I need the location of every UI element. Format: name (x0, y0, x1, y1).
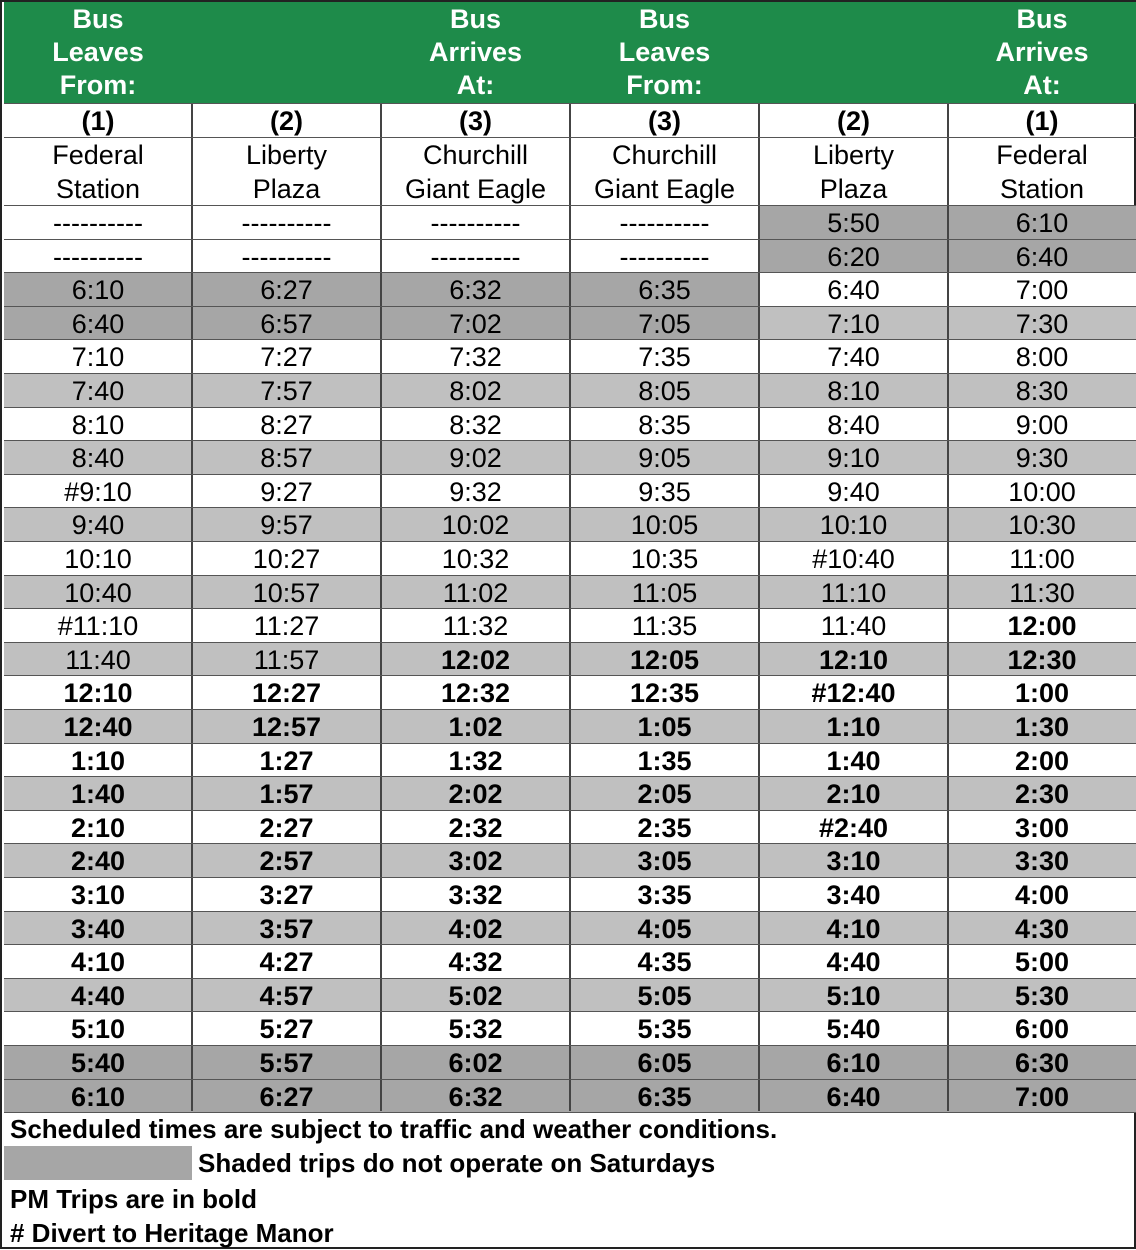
time-cell: 6:35 (570, 1080, 759, 1113)
time-cell: 3:35 (570, 878, 759, 912)
time-cell: 11:30 (948, 576, 1136, 609)
time-cell: 1:27 (192, 744, 381, 777)
time-cell: 6:32 (381, 273, 570, 307)
header-line: Leaves (618, 37, 711, 67)
time-cell: 6:40 (948, 240, 1136, 273)
header-cell (192, 2, 381, 103)
time-cell: 11:40 (759, 609, 948, 643)
time-cell: 9:40 (4, 508, 192, 542)
time-cell: 9:57 (192, 508, 381, 542)
time-cell: 9:05 (570, 441, 759, 475)
time-cell: 3:40 (4, 912, 192, 945)
time-cell: 10:02 (381, 508, 570, 542)
time-cell: 3:27 (192, 878, 381, 912)
header-cell (381, 2, 570, 103)
time-cell: 1:40 (4, 777, 192, 811)
stop-name-line: Giant Eagle (404, 173, 547, 204)
time-cell: 7:05 (570, 307, 759, 340)
time-cell: 8:00 (948, 340, 1136, 374)
time-cell: 4:57 (192, 979, 381, 1012)
stop-number-cell: (1) (1025, 105, 1059, 136)
row-divider (4, 373, 1136, 374)
time-cell: 10:00 (948, 475, 1136, 508)
stop-name-cell (381, 138, 570, 205)
time-cell: #12:40 (759, 676, 948, 710)
time-cell: ---------- (192, 240, 381, 273)
time-cell: 1:32 (381, 744, 570, 777)
row-divider (4, 137, 1136, 138)
time-cell: 12:10 (759, 643, 948, 676)
row-divider (4, 541, 1136, 542)
shade-legend-swatch (4, 1146, 192, 1180)
header-cell (570, 2, 759, 103)
time-cell: 6:32 (381, 1080, 570, 1113)
time-cell: 6:27 (192, 273, 381, 307)
time-cell: 1:57 (192, 777, 381, 811)
stop-number-cell: (2) (837, 105, 870, 136)
time-cell: 10:32 (381, 542, 570, 576)
time-cell: 4:27 (192, 945, 381, 979)
stop-name-line: Churchill (422, 139, 529, 170)
time-cell: 7:00 (948, 273, 1136, 307)
time-cell: 10:35 (570, 542, 759, 576)
time-cell: 3:00 (948, 811, 1136, 844)
time-cell: 5:00 (948, 945, 1136, 979)
header-line: Bus (72, 4, 124, 34)
time-cell: 11:57 (192, 643, 381, 676)
time-cell: 11:27 (192, 609, 381, 643)
time-cell: 2:10 (4, 811, 192, 844)
time-cell: 4:10 (759, 912, 948, 945)
header-cell (4, 2, 192, 103)
time-cell: 5:27 (192, 1012, 381, 1046)
time-cell: 5:50 (759, 206, 948, 240)
time-cell: 3:10 (4, 878, 192, 912)
stop-name-line: Liberty (245, 139, 328, 170)
time-cell: 7:02 (381, 307, 570, 340)
time-cell: 8:10 (759, 374, 948, 408)
time-cell: 8:02 (381, 374, 570, 408)
row-divider (4, 776, 1136, 777)
time-cell: 10:27 (192, 542, 381, 576)
time-cell: 6:05 (570, 1046, 759, 1080)
row-divider (4, 709, 1136, 710)
time-cell: 1:00 (948, 676, 1136, 710)
time-cell: 7:00 (948, 1080, 1136, 1113)
time-cell: 6:10 (759, 1046, 948, 1080)
time-cell: 6:10 (4, 1080, 192, 1113)
time-cell: 10:10 (4, 542, 192, 576)
time-cell: 12:10 (4, 676, 192, 710)
row-divider (4, 1079, 1136, 1080)
time-cell: 9:02 (381, 441, 570, 475)
time-cell: 9:32 (381, 475, 570, 508)
time-cell: 5:32 (381, 1012, 570, 1046)
row-divider (4, 810, 1136, 811)
row-divider (4, 205, 1136, 206)
row-divider (4, 339, 1136, 340)
note-pm-bold: PM Trips are in bold (10, 1184, 258, 1214)
time-cell: 2:57 (192, 844, 381, 878)
row-divider (4, 306, 1136, 307)
time-cell: 8:32 (381, 408, 570, 441)
time-cell: 6:27 (192, 1080, 381, 1113)
time-cell: 5:02 (381, 979, 570, 1012)
time-cell: 10:57 (192, 576, 381, 609)
time-cell: #11:10 (4, 609, 192, 643)
row-divider (4, 507, 1136, 508)
time-cell: 8:10 (4, 408, 192, 441)
time-cell: 12:05 (570, 643, 759, 676)
time-cell: #10:40 (759, 542, 948, 576)
time-cell: 5:05 (570, 979, 759, 1012)
time-cell: 7:40 (4, 374, 192, 408)
time-cell: 4:40 (759, 945, 948, 979)
time-cell: 6:10 (948, 206, 1136, 240)
time-cell: 1:05 (570, 710, 759, 744)
header-line: Leaves (52, 37, 144, 67)
time-cell: 6:20 (759, 240, 948, 273)
time-cell: 11:32 (381, 609, 570, 643)
stop-name-line: Station (999, 173, 1085, 204)
time-cell: 7:10 (4, 340, 192, 374)
time-cell: 8:27 (192, 408, 381, 441)
time-cell: 10:05 (570, 508, 759, 542)
time-cell: #9:10 (4, 475, 192, 508)
time-cell: 6:02 (381, 1046, 570, 1080)
time-cell: 4:40 (4, 979, 192, 1012)
time-cell: 12:27 (192, 676, 381, 710)
time-cell: 7:57 (192, 374, 381, 408)
stop-name-line: Federal (996, 139, 1088, 170)
header-line: At: (456, 70, 495, 100)
note-shaded: Shaded trips do not operate on Saturdays (198, 1148, 716, 1178)
time-cell: 6:10 (4, 273, 192, 307)
row-divider (4, 743, 1136, 744)
time-cell: 6:40 (759, 1080, 948, 1113)
time-cell: 1:02 (381, 710, 570, 744)
time-cell: 3:05 (570, 844, 759, 878)
stop-name-line: Liberty (812, 139, 895, 170)
time-cell: 3:30 (948, 844, 1136, 878)
time-cell: 9:00 (948, 408, 1136, 441)
time-cell: 4:35 (570, 945, 759, 979)
time-cell: ---------- (4, 206, 192, 240)
time-cell: 10:10 (759, 508, 948, 542)
row-divider (4, 103, 1136, 104)
time-cell: 1:10 (4, 744, 192, 777)
time-cell: 8:30 (948, 374, 1136, 408)
time-cell: 9:40 (759, 475, 948, 508)
row-divider (4, 843, 1136, 844)
time-cell: 11:02 (381, 576, 570, 609)
time-cell: 5:40 (759, 1012, 948, 1046)
header-line: Arrives (995, 37, 1089, 67)
time-cell: 12:30 (948, 643, 1136, 676)
header-line: Bus (638, 4, 690, 34)
time-cell: 7:40 (759, 340, 948, 374)
time-cell: 7:32 (381, 340, 570, 374)
time-cell: 1:10 (759, 710, 948, 744)
row-divider (4, 272, 1136, 273)
header-cell (948, 2, 1136, 103)
header-line: Bus (1016, 4, 1068, 34)
time-cell: 5:40 (4, 1046, 192, 1080)
time-cell: 6:57 (192, 307, 381, 340)
stop-name-line: Station (55, 173, 141, 204)
stop-name-line: Federal (52, 139, 144, 170)
time-cell: ---------- (192, 206, 381, 240)
row-divider (4, 911, 1136, 912)
time-cell: 2:32 (381, 811, 570, 844)
time-cell: 3:57 (192, 912, 381, 945)
time-cell: ---------- (381, 240, 570, 273)
stop-name-line: Churchill (611, 139, 718, 170)
time-cell: 2:40 (4, 844, 192, 878)
stop-name-line: Giant Eagle (593, 173, 736, 204)
time-cell: 4:00 (948, 878, 1136, 912)
time-cell: 11:10 (759, 576, 948, 609)
time-cell: 6:30 (948, 1046, 1136, 1080)
time-cell: 11:40 (4, 643, 192, 676)
header-line: At: (1023, 70, 1061, 100)
row-divider (4, 1011, 1136, 1012)
time-cell: #2:40 (759, 811, 948, 844)
stop-number-cell: (1) (81, 105, 115, 136)
time-cell: 4:02 (381, 912, 570, 945)
stop-number-cell: (2) (270, 105, 303, 136)
time-cell: 12:40 (4, 710, 192, 744)
note-conditions: Scheduled times are subject to traffic and weather conditions. (10, 1114, 778, 1144)
time-cell: 11:35 (570, 609, 759, 643)
header-line: From: (626, 70, 703, 100)
time-cell: 4:32 (381, 945, 570, 979)
time-cell: 3:32 (381, 878, 570, 912)
row-divider (4, 944, 1136, 945)
time-cell: 8:40 (4, 441, 192, 475)
time-cell: ---------- (4, 240, 192, 273)
stop-name-cell (4, 138, 192, 205)
time-cell: 7:30 (948, 307, 1136, 340)
stop-number-cell: (3) (648, 105, 681, 136)
time-cell: 3:40 (759, 878, 948, 912)
row-divider (4, 575, 1136, 576)
time-cell: 6:35 (570, 273, 759, 307)
time-cell: 1:40 (759, 744, 948, 777)
time-cell: 2:00 (948, 744, 1136, 777)
time-cell: 9:10 (759, 441, 948, 475)
row-divider (4, 877, 1136, 878)
time-cell: 11:05 (570, 576, 759, 609)
time-cell: 2:02 (381, 777, 570, 811)
time-cell: 8:57 (192, 441, 381, 475)
header-line: Arrives (428, 37, 523, 67)
time-cell: 7:35 (570, 340, 759, 374)
stop-name-cell (192, 138, 381, 205)
row-divider (4, 675, 1136, 676)
stop-name-line: Plaza (819, 173, 888, 204)
time-cell: 1:30 (948, 710, 1136, 744)
time-cell: 10:30 (948, 508, 1136, 542)
time-cell: 4:05 (570, 912, 759, 945)
stop-name-cell (948, 138, 1136, 205)
time-cell: 6:40 (4, 307, 192, 340)
header-line: From: (59, 70, 137, 100)
time-cell: 2:30 (948, 777, 1136, 811)
time-cell: 5:30 (948, 979, 1136, 1012)
header-line: Bus (449, 4, 501, 34)
stop-name-line: Plaza (252, 173, 321, 204)
header-row (4, 2, 1136, 103)
time-cell: 10:40 (4, 576, 192, 609)
row-divider (4, 978, 1136, 979)
time-cell: 4:30 (948, 912, 1136, 945)
time-cell: 9:27 (192, 475, 381, 508)
row-divider (4, 440, 1136, 441)
time-cell: 2:05 (570, 777, 759, 811)
time-cell: 7:27 (192, 340, 381, 374)
time-cell: ---------- (570, 240, 759, 273)
time-cell: 5:57 (192, 1046, 381, 1080)
time-cell: 8:35 (570, 408, 759, 441)
time-cell: 12:00 (948, 609, 1136, 643)
time-cell: 6:00 (948, 1012, 1136, 1046)
time-cell: 2:27 (192, 811, 381, 844)
time-cell: 8:05 (570, 374, 759, 408)
time-cell: ---------- (570, 206, 759, 240)
time-cell: 1:35 (570, 744, 759, 777)
time-cell: 9:35 (570, 475, 759, 508)
time-cell: 12:35 (570, 676, 759, 710)
time-cell: 4:10 (4, 945, 192, 979)
row-divider (4, 608, 1136, 609)
header-cell (759, 2, 948, 103)
stop-name-cell (759, 138, 948, 205)
time-cell: 5:10 (4, 1012, 192, 1046)
time-cell: 2:10 (759, 777, 948, 811)
time-cell: 7:10 (759, 307, 948, 340)
note-divert: # Divert to Heritage Manor (10, 1218, 334, 1248)
time-cell: 3:02 (381, 844, 570, 878)
time-cell: 9:30 (948, 441, 1136, 475)
time-cell: ---------- (381, 206, 570, 240)
stop-number-cell: (3) (459, 105, 492, 136)
row-divider (4, 474, 1136, 475)
time-cell: 2:35 (570, 811, 759, 844)
row-divider (4, 239, 1136, 240)
time-cell: 11:00 (948, 542, 1136, 576)
time-cell: 5:35 (570, 1012, 759, 1046)
time-cell: 6:40 (759, 273, 948, 307)
stop-name-cell (570, 138, 759, 205)
time-cell: 12:02 (381, 643, 570, 676)
row-divider (4, 407, 1136, 408)
time-cell: 12:32 (381, 676, 570, 710)
time-cell: 12:57 (192, 710, 381, 744)
time-cell: 5:10 (759, 979, 948, 1012)
time-cell: 3:10 (759, 844, 948, 878)
row-divider (4, 1045, 1136, 1046)
time-cell: 8:40 (759, 408, 948, 441)
row-divider (4, 642, 1136, 643)
